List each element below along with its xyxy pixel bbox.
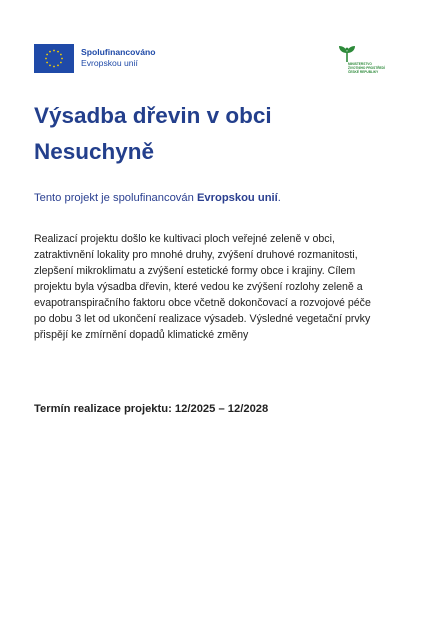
title-line1: Výsadba dřevin v obci bbox=[34, 103, 272, 128]
intro-eu-emphasis: Evropskou unií bbox=[196, 192, 278, 204]
ministry-line2: ŽIVOTNÍHO PROSTŘEDÍ bbox=[348, 66, 385, 70]
project-description: Realizací projektu došlo ke kultivaci ploch veřejné zeleně v obci, zatraktivnění lokality pro mnohé druhy, zvýšení druhové rozmanitosti, zlepšení mikroklimatu a zvýšení estetické formy obce i krajiny. Cílem projektu byla výsadba dřevin, které vedou ke zvýšení rozlohy zeleně a evapotranspiračního faktoru obce včetně dokončovací a rozvojové péče po dobu 3 let od ukončení realizace výsadeb. Výsledné vegetační prvky přispějí ke zmírnění dopadů klimatické změny bbox=[34, 233, 371, 341]
title-line2: Nesuchyně bbox=[34, 139, 155, 164]
project-term: Termín realizace projektu: 12/2025 – 12/2028 bbox=[34, 403, 269, 415]
ministry-label bbox=[348, 62, 388, 74]
eu-cofinancing-label bbox=[81, 47, 155, 69]
ministry-line3: ČESKÉ REPUBLIKY bbox=[348, 70, 379, 74]
intro-prefix: Tento projekt je spolufinancován bbox=[34, 192, 197, 204]
ministry-line1: MINISTERSTVO bbox=[348, 62, 372, 66]
page-title bbox=[34, 98, 414, 170]
eu-label-line1: Spolufinancováno bbox=[81, 47, 156, 57]
intro-paragraph bbox=[34, 190, 414, 206]
intro-suffix: . bbox=[277, 192, 281, 204]
eu-flag-icon bbox=[34, 44, 74, 73]
eu-label-line2: Evropskou unií bbox=[81, 58, 138, 68]
